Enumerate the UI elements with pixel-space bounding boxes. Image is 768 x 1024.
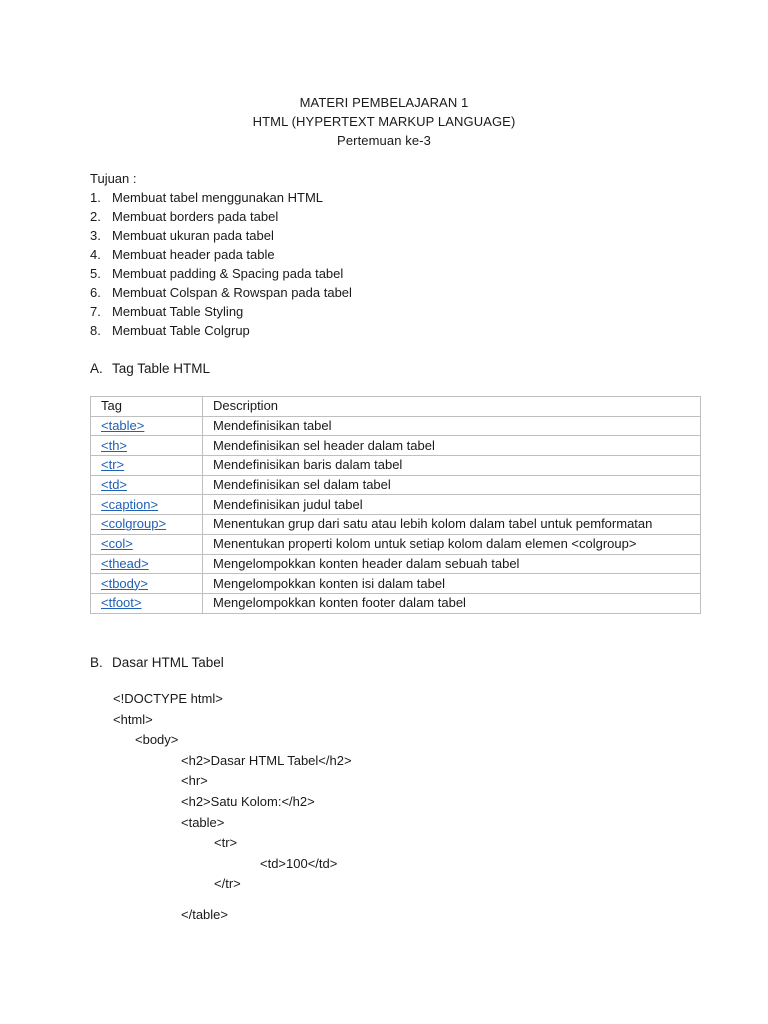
tag-description: Mengelompokkan konten footer dalam tabel (203, 593, 701, 613)
section-a-heading (90, 359, 210, 378)
table-row (91, 416, 701, 436)
tag-description: Menentukan grup dari satu atau lebih kolom dalam tabel untuk pemformatan (203, 515, 701, 535)
goals-section (90, 169, 352, 340)
tag-description: Mengelompokkan konten header dalam sebuah tabel (203, 554, 701, 574)
tag-link[interactable]: <th> (101, 437, 128, 453)
goal-text: Membuat Colspan & Rowspan pada tabel (112, 285, 352, 300)
document-subtitle: HTML (HYPERTEXT MARKUP LANGUAGE) (252, 114, 516, 129)
table-row (91, 456, 701, 476)
table-row (91, 574, 701, 594)
tag-link[interactable]: <table> (101, 418, 145, 434)
goal-item (90, 226, 352, 245)
section-title: Dasar HTML Tabel (112, 655, 224, 670)
code-line: <td>100</td> (260, 855, 338, 871)
goal-text: Membuat ukuran pada tabel (112, 228, 274, 243)
goal-item (90, 207, 352, 226)
goal-item (90, 264, 352, 283)
goal-item (90, 302, 352, 321)
column-header-tag: Tag (91, 397, 203, 417)
table-header-row (91, 397, 701, 417)
goal-item (90, 188, 352, 207)
code-line: <h2>Dasar HTML Tabel</h2> (181, 752, 352, 768)
section-title: Tag Table HTML (112, 361, 211, 376)
table-row (91, 554, 701, 574)
section-letter: A. (90, 361, 103, 376)
goal-number: 3. (90, 228, 101, 243)
tag-table (90, 396, 701, 614)
goal-number: 8. (90, 323, 101, 338)
tag-link[interactable]: <col> (101, 536, 133, 552)
tag-description: Mengelompokkan konten isi dalam tabel (203, 574, 701, 594)
tag-link[interactable]: <td> (101, 477, 128, 493)
table-row (91, 515, 701, 535)
table-row (91, 593, 701, 613)
document-title-block (0, 93, 768, 150)
goal-item (90, 283, 352, 302)
goal-text: Membuat header pada table (112, 247, 275, 262)
code-line: <tr> (214, 835, 238, 851)
goal-number: 7. (90, 304, 101, 319)
tag-link[interactable]: <caption> (101, 496, 159, 512)
goal-number: 4. (90, 247, 101, 262)
goal-text: Membuat padding & Spacing pada tabel (112, 266, 344, 281)
table-row (91, 475, 701, 495)
tag-description: Mendefinisikan tabel (203, 416, 701, 436)
code-line: <html> (113, 711, 153, 727)
code-line: <!DOCTYPE html> (113, 691, 223, 706)
section-b-heading (90, 653, 224, 672)
goal-number: 2. (90, 209, 101, 224)
tag-link[interactable]: <colgroup> (101, 516, 167, 532)
tag-link[interactable]: <tbody> (101, 575, 148, 591)
table-row (91, 534, 701, 554)
goal-text: Membuat Table Colgrup (112, 323, 250, 338)
tag-description: Mendefinisikan baris dalam tabel (203, 456, 701, 476)
goal-number: 6. (90, 285, 101, 300)
tag-description: Mendefinisikan sel header dalam tabel (203, 436, 701, 456)
goal-text: Membuat tabel menggunakan HTML (112, 190, 324, 205)
tag-link[interactable]: <thead> (101, 555, 149, 571)
table-row (91, 436, 701, 456)
goal-number: 5. (90, 266, 101, 281)
tag-description: Menentukan properti kolom untuk setiap kolom dalam elemen <colgroup> (203, 534, 701, 554)
section-letter: B. (90, 655, 103, 670)
goals-list (90, 188, 352, 340)
goals-label: Tujuan : (90, 171, 137, 186)
goal-item (90, 245, 352, 264)
code-line: </table> (181, 906, 228, 922)
code-line: <h2>Satu Kolom:</h2> (181, 793, 315, 809)
code-line: </tr> (214, 876, 241, 892)
tag-description: Mendefinisikan sel dalam tabel (203, 475, 701, 495)
goal-text: Membuat borders pada tabel (112, 209, 279, 224)
code-line: <table> (181, 814, 225, 830)
tag-link[interactable]: <tr> (101, 457, 125, 473)
tag-description: Mendefinisikan judul tabel (203, 495, 701, 515)
code-line: <hr> (181, 773, 208, 789)
code-example (0, 689, 768, 926)
tag-link[interactable]: <tfoot> (101, 595, 142, 611)
goal-text: Membuat Table Styling (112, 304, 244, 319)
goal-number: 1. (90, 190, 101, 205)
code-line: <body> (135, 732, 179, 748)
meeting-number: Pertemuan ke-3 (337, 133, 431, 148)
document-title: MATERI PEMBELAJARAN 1 (299, 95, 469, 110)
goal-item (90, 321, 352, 340)
table-row (91, 495, 701, 515)
column-header-description: Description (203, 397, 701, 417)
